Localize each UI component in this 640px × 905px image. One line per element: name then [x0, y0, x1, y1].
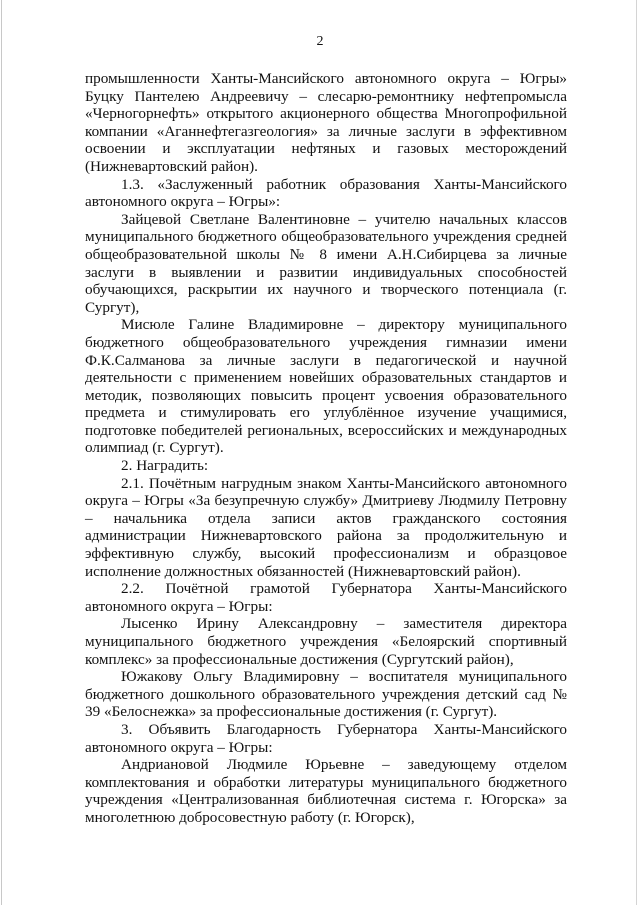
paragraph-yuzhakova: Южакову Ольгу Владимировну – воспитателя муниципального бюджетного дошкольного образовательного учреждения детский сад № 39 «Белоснежка» за профессиональные достижения (г. Сургут).	[85, 668, 567, 721]
paragraph-2-1-dmitrieva: 2.1. Почётным нагрудным знаком Ханты-Мансийского автономного округа – Югры «За безупречную службу» Дмитриеву Людмилу Петровну – начальника отдела записи актов гражданского состояния администрации Нижневартовского района за продолжительную и эффективную службу, высокий профессионализм и образцовое исполнение должностных обязанностей (Нижневартовский район).	[85, 474, 567, 580]
paragraph-heading-1-3: 1.3. «Заслуженный работник образования Ханты-Мансийского автономного округа – Югры»:	[85, 175, 567, 211]
paragraph-zaytseva: Зайцевой Светлане Валентиновне – учителю начальных классов муниципального бюджетного общеобразовательного учреждения средней общеобразовательной школы № 8 имени А.Н.Сибирцева за личные заслуги в выявлении и развитии индивидуальных способностей обучающихся, раскрытии их научного и творческого потенциала (г. Сургут),	[85, 210, 567, 316]
paragraph-lysenko: Лысенко Ирину Александровну – заместителя директора муниципального бюджетного учреждения «Белоярский спортивный комплекс» за профессиональные достижения (Сургутский район),	[85, 615, 567, 668]
paragraph-heading-2: 2. Наградить:	[121, 457, 209, 475]
paragraph-heading-2-2: 2.2. Почётной грамотой Губернатора Ханты-Мансийского автономного округа – Югры:	[85, 580, 567, 615]
page-number: 2	[316, 34, 324, 49]
page-right-edge	[636, 0, 637, 905]
page-left-edge	[1, 0, 2, 905]
document-body	[85, 70, 567, 827]
paragraph-andrianova: Андриановой Людмиле Юрьевне – заведующему отделом комплектования и обработки литературы муниципального бюджетного учреждения «Централизованная библиотечная система г. Югорска» за многолетнюю добросовестную работу (г. Югорск),	[85, 756, 567, 826]
paragraph-continuation-award-1-2: промышленности Ханты-Мансийского автономного округа – Югры» Буцку Пантелею Андреевичу – слесарю-ремонтнику нефтепромысла «Черногорнефть» открытого акционерного общества Многопрофильной компании «Аганнефтегазгеология» за личные заслуги в эффективном освоении и эксплуатации нефтяных и газовых месторождений (Нижневартовский район).	[85, 70, 567, 175]
paragraph-misyulya: Мисюле Галине Владимировне – директору муниципального бюджетного общеобразовательного учреждения гимназии имени Ф.К.Салманова за личные заслуги в педагогической и научной деятельности с применением новейших образовательных стандартов и методик, позволяющих повысить процент усвоения образовательного предмета и стимулировать его углублённое изучение учащимися, подготовке победителей региональных, всероссийских и международных олимпиад (г. Сургут).	[85, 316, 567, 457]
paragraph-heading-3: 3. Объявить Благодарность Губернатора Ханты-Мансийского автономного округа – Югры:	[85, 720, 567, 756]
